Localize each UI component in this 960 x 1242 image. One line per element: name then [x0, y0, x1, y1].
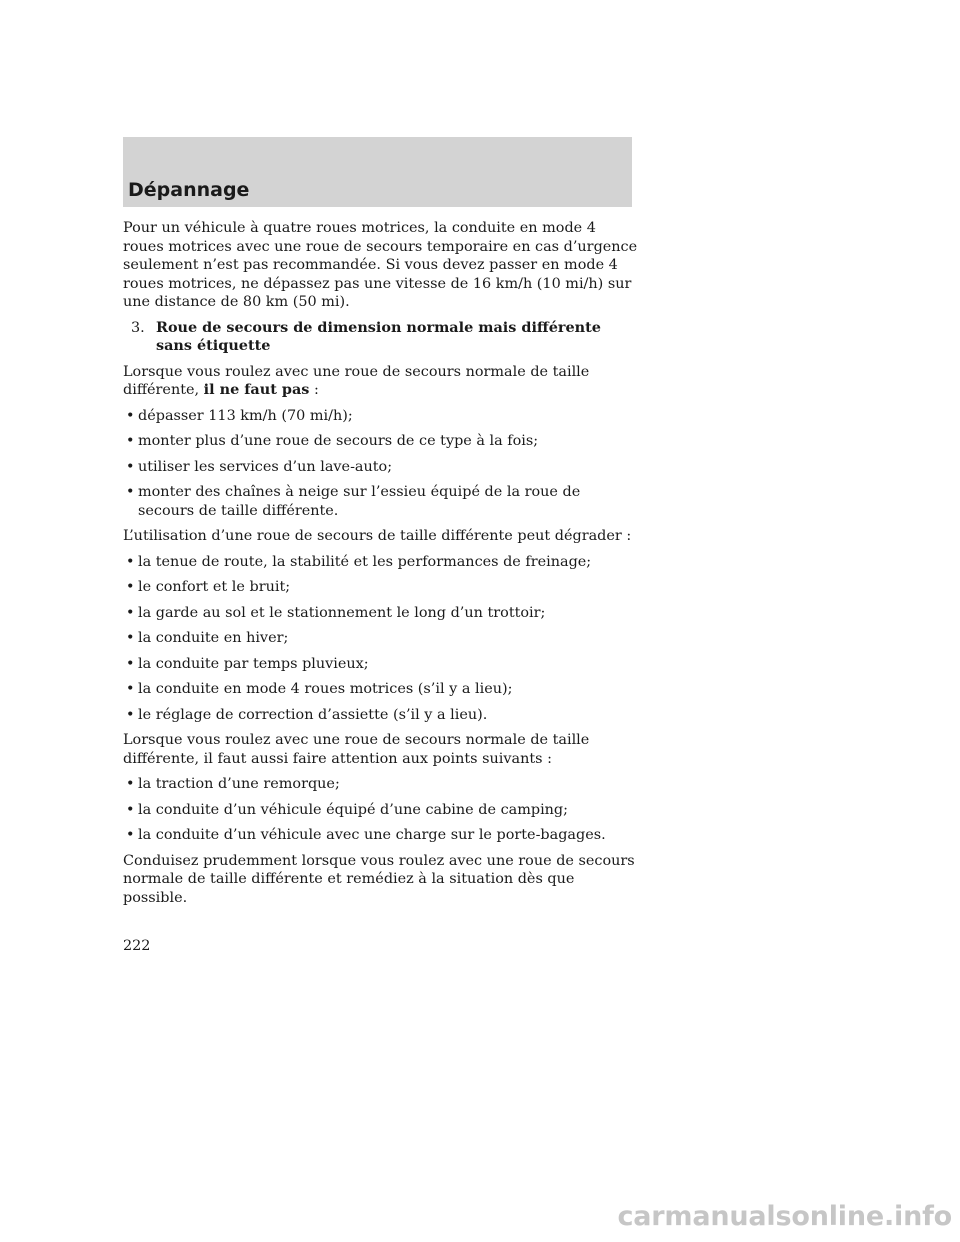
- paragraph-4: Conduisez prudemment lorsque vous roulez avec une roue de secours normale de taille différente et remédiez à la situation dès que possible.: [123, 852, 635, 906]
- section-header-band: [123, 137, 632, 207]
- bullet-icon: •: [126, 553, 135, 570]
- paragraph-1-start: Lorsque vous roulez avec une roue de secours normale de taille différente,: [123, 363, 590, 398]
- list-item-text: utiliser les services d’un lave-auto;: [138, 458, 393, 475]
- paragraph-1: [123, 363, 638, 400]
- bullet-icon: •: [126, 776, 135, 792]
- list-item: [123, 483, 638, 520]
- heading-text: Roue de secours de dimension normale mais différente sans étiquette: [156, 318, 601, 354]
- bullet-icon: •: [126, 604, 135, 621]
- list-item-text: la conduite par temps pluvieux;: [138, 655, 369, 672]
- numbered-heading: [131, 319, 638, 356]
- list-item-text: la conduite en mode 4 roues motrices (s’il y a lieu);: [138, 681, 513, 697]
- bullet-icon: •: [126, 458, 135, 475]
- list-item: [123, 407, 638, 426]
- paragraph-3: Lorsque vous roulez avec une roue de secours normale de taille différente, il faut aussi faire attention aux points suivants :: [123, 732, 590, 767]
- bullet-icon: •: [126, 706, 135, 723]
- list-item: [123, 553, 638, 572]
- list-item: [123, 706, 638, 725]
- bullet-list-1: [123, 407, 638, 521]
- bullet-icon: •: [126, 681, 135, 697]
- list-item-text: la traction d’une remorque;: [138, 776, 340, 792]
- list-item: [123, 458, 638, 477]
- list-item-text: la conduite d’un véhicule équipé d’une cabine de camping;: [138, 801, 568, 818]
- list-item: [123, 432, 638, 451]
- bullet-icon: •: [126, 655, 135, 672]
- list-item: [123, 826, 638, 845]
- list-item-text: monter plus d’une roue de secours de ce type à la fois;: [138, 433, 539, 449]
- bullet-icon: •: [126, 801, 135, 818]
- bullet-icon: •: [126, 484, 135, 500]
- list-item: [123, 604, 638, 623]
- bullet-icon: •: [126, 827, 135, 843]
- list-item-text: la conduite d’un véhicule avec une charge sur le porte-bagages.: [138, 827, 606, 843]
- list-item-text: le réglage de correction d’assiette (s’il y a lieu).: [138, 706, 488, 723]
- section-title: Dépannage: [128, 179, 250, 201]
- list-item-text: la garde au sol et le stationnement le long d’un trottoir;: [138, 604, 546, 621]
- list-item: [123, 775, 638, 794]
- paragraph-1-end: :: [309, 382, 319, 398]
- bullet-icon: •: [126, 407, 135, 424]
- bullet-icon: •: [126, 579, 135, 595]
- heading-number: 3.: [131, 319, 145, 336]
- bullet-list-3: [123, 775, 638, 845]
- list-item-text: le confort et le bruit;: [138, 579, 291, 595]
- bullet-icon: •: [126, 630, 135, 646]
- paragraph-2: L’utilisation d’une roue de secours de taille différente peut dégrader :: [123, 528, 632, 544]
- list-item-text: la tenue de route, la stabilité et les performances de freinage;: [138, 553, 592, 570]
- list-item: [123, 629, 638, 648]
- list-item-text: la conduite en hiver;: [138, 630, 289, 646]
- intro-paragraph: Pour un véhicule à quatre roues motrices, la conduite en mode 4 roues motrices avec une roue de secours temporaire en cas d’urgence seulement n’est pas recommandée. Si vous devez passer en mode 4 roues motrices, ne dépassez pas une vitesse de 16 km/h (10 mi/h) sur une distance de 80 km (50 mi).: [123, 220, 638, 310]
- list-item-text: monter des chaînes à neige sur l’essieu équipé de la roue de secours de taille différente.: [138, 484, 581, 519]
- bullet-icon: •: [126, 433, 135, 449]
- list-item-text: dépasser 113 km/h (70 mi/h);: [138, 407, 353, 424]
- page-number: 222: [123, 938, 151, 954]
- list-item: [123, 578, 638, 597]
- list-item: [123, 680, 638, 699]
- bullet-list-2: [123, 553, 638, 725]
- watermark-text: carmanualsonline.info: [617, 1201, 952, 1232]
- list-item: [123, 801, 638, 820]
- page-content: [123, 219, 638, 914]
- paragraph-1-emphasis: il ne faut pas: [203, 381, 310, 398]
- list-item: [123, 655, 638, 674]
